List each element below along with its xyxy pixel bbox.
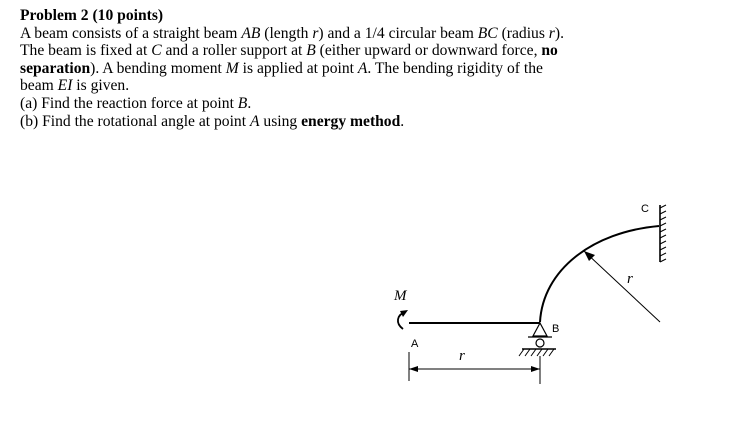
beam-bc-arc bbox=[540, 226, 659, 322]
dimension-ab bbox=[409, 352, 540, 384]
label-r-radius: r bbox=[627, 271, 633, 287]
label-r-length: r bbox=[459, 348, 465, 364]
radius-line bbox=[584, 251, 660, 322]
fixed-support-c bbox=[660, 205, 666, 262]
roller-support-b bbox=[519, 323, 556, 356]
problem-line-3: separation). A bending moment M is applied at point A. The bending rigidity of the bbox=[20, 59, 543, 77]
problem-line-2: The beam is fixed at C and a roller support at B (either upward or downward force, no bbox=[20, 42, 558, 60]
label-m: M bbox=[394, 288, 407, 304]
problem-line-1: A beam consists of a straight beam AB (length r) and a 1/4 circular beam BC (radius r). bbox=[20, 24, 564, 42]
moment-arrow-icon bbox=[398, 310, 408, 329]
label-a: A bbox=[411, 338, 419, 350]
question-b: (b) Find the rotational angle at point A using energy method. bbox=[20, 112, 405, 130]
problem-line-4: beam EI is given. bbox=[20, 77, 130, 95]
label-c: C bbox=[641, 203, 649, 215]
question-a: (a) Find the reaction force at point B. bbox=[20, 94, 252, 112]
label-b: B bbox=[552, 323, 560, 335]
problem-title: Problem 2 (10 points) bbox=[20, 7, 164, 24]
